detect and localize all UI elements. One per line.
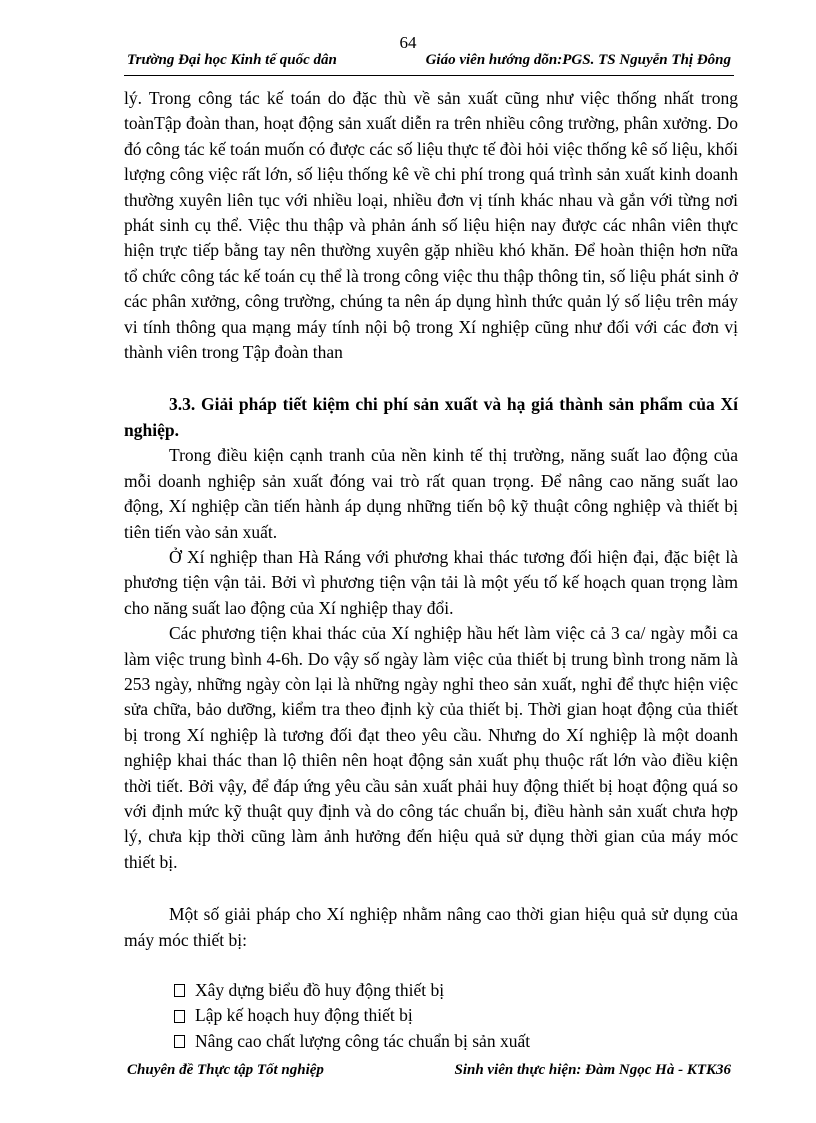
checkbox-bullet-icon [174, 1010, 185, 1023]
header-supervisor: Giáo viên hướng dõn:PGS. TS Nguyễn Thị Đông [425, 52, 731, 68]
checkbox-bullet-icon [174, 984, 185, 997]
list-item-text: Xây dựng biểu đồ huy động thiết bị [195, 980, 445, 1000]
paragraph-competition: Trong điều kiện cạnh tranh của nền kinh tế thị trường, năng suất lao động của mỗi doanh nghiệp sản xuất đóng vai trò rất quan trọng. Để nâng cao năng suất lao động, Xí nghiệp cần tiến hành áp dụng những tiến bộ kỹ thuật công nghiệp và thiết bị tiên tiến vào sản xuất. [124, 445, 738, 542]
paragraph-solutions-intro: Một số giải pháp cho Xí nghiệp nhằm nâng cao thời gian hiệu quả sử dụng của máy móc thiết bị: [124, 904, 738, 950]
page-footer [127, 1062, 731, 1084]
header-divider [124, 75, 734, 76]
list-item-text: Lập kế hoạch huy động thiết bị [195, 1005, 413, 1026]
section-heading: 3.3. Giải pháp tiết kiệm chi phí sản xuất và hạ giá thành sản phẩm của Xí nghiệp. [124, 394, 738, 440]
footer-student: Sinh viên thực hiện: Đàm Ngọc Hà - KTK36 [454, 1062, 731, 1078]
list-item-text: Nâng cao chất lượng công tác chuẩn bị sản xuất [195, 1030, 531, 1051]
header-university: Trường Đại học Kinh tế quốc dân [127, 52, 337, 68]
paragraph-continuation: lý. Trong công tác kế toán do đặc thù về sản xuất cũng như việc thống nhất trong toànTập đoàn than, hoạt động sản xuất diễn ra trên nhiều công trường, phân xưởng. Do đó công tác kế toán muốn có được các số liệu thực tế đòi hỏi việc thống kê số liệu, khối lượng công việc rất lớn, số liệu thống kê về chi phí trong quá trình sản xuất kinh doanh thường xuyên liên tục với nhiều loại, nhiều đơn vị tính khác nhau và gắn với từng nơi phát sinh cụ thể. Việc thu thập và phản ánh số liệu hiện nay được các nhân viên thực hiện trực tiếp bằng tay nên thường xuyên gặp nhiều khó khăn. Để hoàn thiện hơn nữa tổ chức công tác kế toán cụ thể là trong công việc thu thập thông tin, số liệu phát sinh ở các phân xưởng, công trường, chúng ta nên áp dụng hình thức quản lý số liệu trên máy vi tính thông qua mạng máy tính nội bộ trong Xí nghiệp cũng như đối với các đơn vị thành viên trong Tập đoàn than [124, 88, 738, 363]
footer-report-type: Chuyên đề Thực tập Tốt nghiệp [127, 1062, 324, 1078]
list-item [174, 978, 738, 1003]
list-item [174, 1029, 738, 1054]
page-header [127, 52, 731, 74]
checkbox-bullet-icon [174, 1035, 185, 1048]
paragraph-ha-rang: Ở Xí nghiệp than Hà Ráng với phương khai thác tương đối hiện đại, đặc biệt là phương tiện vận tải. Bởi vì phương tiện vận tải là một yếu tố kế hoạch quan trọng làm cho năng suất lao động của Xí nghiệp thay đổi. [124, 546, 738, 618]
document-body [124, 86, 738, 1054]
paragraph-equipment: Các phương tiện khai thác của Xí nghiệp hầu hết làm việc cả 3 ca/ ngày mỗi ca làm việc trung bình 4-6h. Do vậy số ngày làm việc của thiết bị trung bình trong năm là 253 ngày, những ngày còn lại là những ngày nghỉ theo sản xuất, nghỉ để thực hiện việc sửa chữa, bảo dưỡng, kiểm tra theo định kỳ của thiết bị. Thời gian hoạt động của thiết bị trong Xí nghiệp là tương đối đạt theo yêu cầu. Nhưng do Xí nghiệp là một doanh nghiệp khai thác than lộ thiên nên hoạt động sản xuất phụ thuộc rất lớn vào điều kiện thời tiết. Bởi vậy, để đáp ứng yêu cầu sản xuất phải huy động thiết bị hoạt động quá so với định mức kỹ thuật quy định và do công tác chuẩn bị, điều hành sản xuất chưa hợp lý, chưa kịp thời cũng làm ảnh hưởng đến hiệu quả sử dụng thời gian của máy móc thiết bị. [124, 623, 738, 872]
list-item [174, 1003, 738, 1028]
solutions-list [124, 978, 738, 1054]
page-number: 64 [399, 33, 417, 52]
